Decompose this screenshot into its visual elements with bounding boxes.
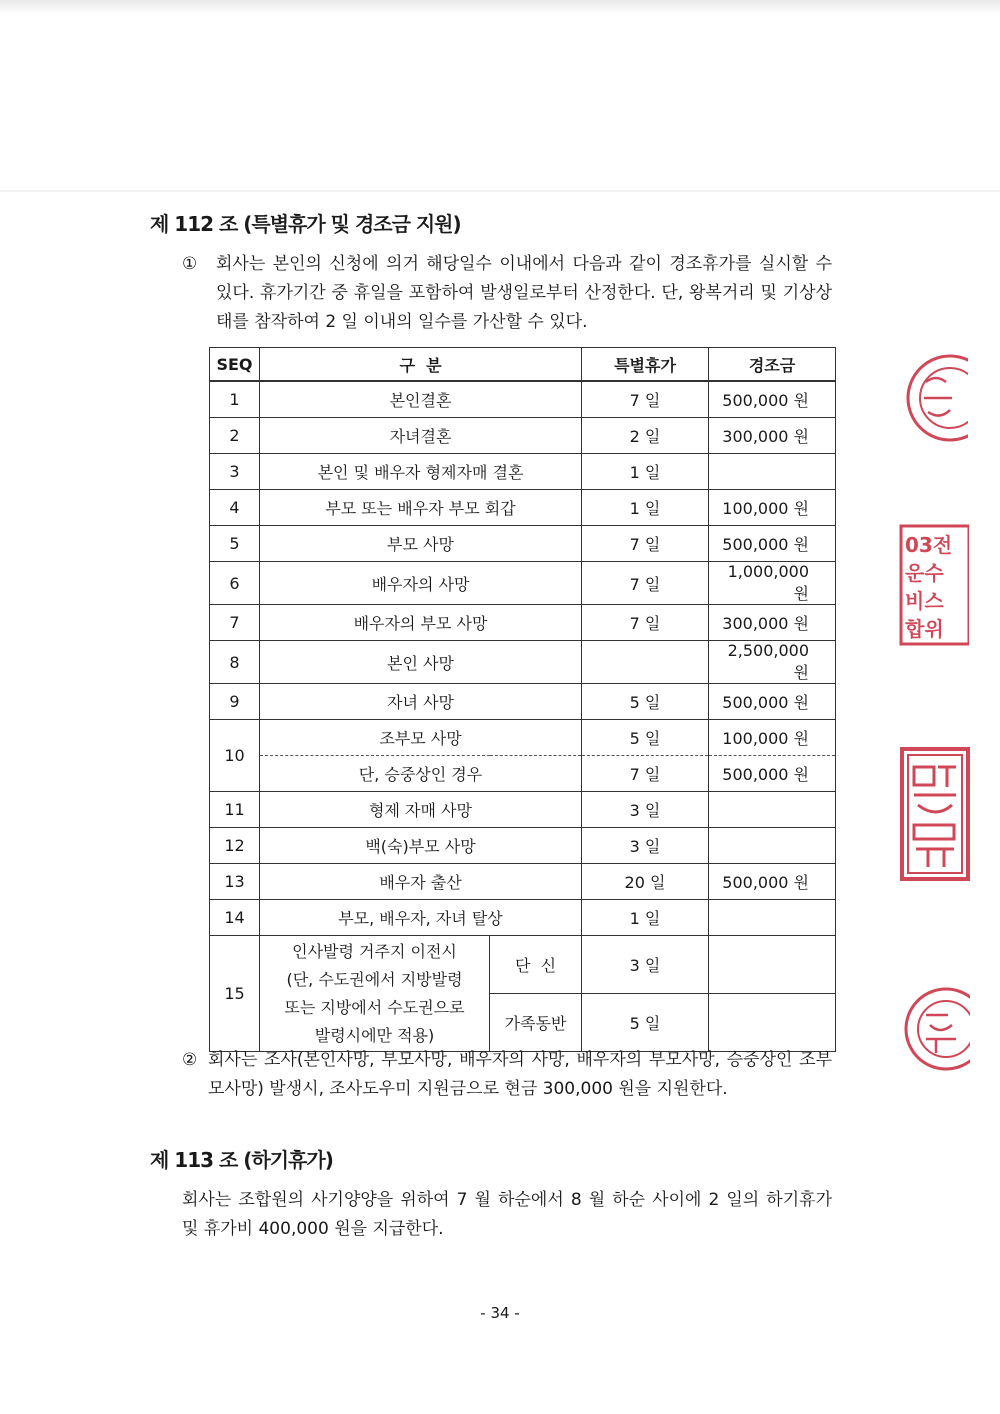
row-category: 형제 자매 사망	[260, 792, 582, 828]
table-row	[210, 562, 836, 605]
row-seq: 12	[210, 828, 260, 864]
row-category: 본인결혼	[260, 381, 582, 418]
table-header-row	[210, 348, 836, 382]
scan-artifact-line	[0, 190, 1000, 192]
leave-table	[209, 347, 836, 1052]
row-days: 1 일	[582, 454, 709, 490]
row-seq: 8	[210, 641, 260, 684]
row-days: 7 일	[582, 526, 709, 562]
row-amount: 100,000 원	[709, 720, 836, 756]
table-row	[210, 418, 836, 454]
article-113-text: 회사는 조합원의 사기양양을 위하여 7 월 하순에서 8 월 하순 사이에 2 일의 하기휴가 및 휴가비 400,000 원을 지급한다.	[182, 1190, 832, 1239]
row-category: 자녀결혼	[260, 418, 582, 454]
row-amount: 300,000 원	[709, 418, 836, 454]
seal-stamp-1	[900, 352, 968, 444]
row-sub-amount: 500,000 원	[709, 756, 836, 792]
row-amount	[709, 828, 836, 864]
header-days: 특별휴가	[582, 348, 709, 382]
table-row	[210, 720, 836, 756]
scan-edge	[0, 0, 1000, 14]
row-seq: 13	[210, 864, 260, 900]
row-seq: 9	[210, 684, 260, 720]
row-seq: 2	[210, 418, 260, 454]
row-amount: 500,000 원	[709, 526, 836, 562]
row-category: 백(숙)부모 사망	[260, 828, 582, 864]
table-row	[210, 864, 836, 900]
seal-stamp-2	[897, 522, 969, 650]
table-row	[210, 756, 836, 792]
table-row	[210, 641, 836, 684]
row-days	[582, 641, 709, 684]
row-seq: 5	[210, 526, 260, 562]
row-amount: 500,000 원	[709, 684, 836, 720]
header-category: 구 분	[260, 348, 582, 382]
clause-2-number: ②	[182, 1050, 198, 1070]
seal-stamp-4	[900, 985, 970, 1073]
table-row	[210, 792, 836, 828]
row-seq: 6	[210, 562, 260, 605]
row-days: 20 일	[582, 864, 709, 900]
seal-stamp-3	[898, 745, 970, 885]
table-row	[210, 605, 836, 641]
category-line: 또는 지방에서 수도권으로	[284, 997, 465, 1017]
row-seq: 14	[210, 900, 260, 936]
clause-1	[182, 250, 832, 337]
row-seq: 3	[210, 454, 260, 490]
table-row	[210, 900, 836, 936]
row-amount: 500,000 원	[709, 864, 836, 900]
row-days: 5 일	[582, 684, 709, 720]
svg-text:비스: 비스	[905, 589, 944, 613]
row-amount: 1,000,000 원	[709, 562, 836, 605]
clause-1-text: 회사는 본인의 신청에 의거 해당일수 이내에서 다음과 같이 경조휴가를 실시할 수 있다. 휴가기간 중 휴일을 포함하여 발생일로부터 산정한다. 단, 왕복거리 및 기상상태를 참작하여 2 일 이내의 일수를 가산할 수 있다.	[216, 254, 832, 332]
row-days: 7 일	[582, 605, 709, 641]
table-row	[210, 490, 836, 526]
header-amount: 경조금	[709, 348, 836, 382]
table-row	[210, 454, 836, 490]
row-days: 7 일	[582, 562, 709, 605]
article-112-title: 제 112 조 (특별휴가 및 경조금 지원)	[150, 212, 461, 236]
row-amount: 300,000 원	[709, 605, 836, 641]
row-days: 7 일	[582, 381, 709, 418]
table-row	[210, 526, 836, 562]
category-line: (단, 수도권에서 지방발령	[286, 969, 463, 989]
row-sub-label: 단 신	[490, 936, 582, 994]
row-sub-amount	[709, 994, 836, 1052]
article-113-title: 제 113 조 (하기휴가)	[150, 1148, 333, 1172]
row-days: 3 일	[582, 792, 709, 828]
row-seq: 1	[210, 381, 260, 418]
row-days: 3 일	[582, 828, 709, 864]
row-seq: 4	[210, 490, 260, 526]
header-seq: SEQ	[210, 348, 260, 382]
row-sub-category: 단, 승중상인 경우	[260, 756, 582, 792]
clause-2	[182, 1046, 832, 1104]
row-amount	[709, 900, 836, 936]
clause-1-number: ①	[182, 254, 198, 274]
table-row	[210, 684, 836, 720]
row-category: 조부모 사망	[260, 720, 582, 756]
row-amount: 2,500,000 원	[709, 641, 836, 684]
table-row	[210, 381, 836, 418]
row-amount	[709, 454, 836, 490]
row-category: 본인 및 배우자 형제자매 결혼	[260, 454, 582, 490]
row-category: 부모 사망	[260, 526, 582, 562]
row-category: 배우자의 사망	[260, 562, 582, 605]
row-days: 1 일	[582, 490, 709, 526]
category-line: 인사발령 거주지 이전시	[292, 941, 457, 961]
row-days: 5 일	[582, 720, 709, 756]
row-sub-amount	[709, 936, 836, 994]
row-seq: 7	[210, 605, 260, 641]
row-amount: 100,000 원	[709, 490, 836, 526]
svg-text:03전: 03전	[905, 533, 953, 557]
table-row	[210, 828, 836, 864]
row-category-multiline	[260, 936, 490, 1052]
row-category: 배우자 출산	[260, 864, 582, 900]
row-sub-days: 5 일	[582, 994, 709, 1052]
row-sub-days: 7 일	[582, 756, 709, 792]
row-amount: 500,000 원	[709, 381, 836, 418]
category-line: 발령시에만 적용)	[314, 1025, 435, 1045]
row-seq: 10	[210, 720, 260, 792]
row-category: 배우자의 부모 사망	[260, 605, 582, 641]
row-category: 자녀 사망	[260, 684, 582, 720]
svg-text:합위: 합위	[905, 617, 944, 641]
row-category: 부모 또는 배우자 부모 회갑	[260, 490, 582, 526]
row-category: 부모, 배우자, 자녀 탈상	[260, 900, 582, 936]
row-seq: 11	[210, 792, 260, 828]
row-days: 2 일	[582, 418, 709, 454]
table-row	[210, 936, 836, 994]
page-number: - 34 -	[480, 1304, 520, 1322]
row-seq: 15	[210, 936, 260, 1052]
row-days: 1 일	[582, 900, 709, 936]
row-sub-days: 3 일	[582, 936, 709, 994]
row-amount	[709, 792, 836, 828]
svg-text:운수: 운수	[905, 561, 944, 585]
clause-2-text: 회사는 조사(본인사망, 부모사망, 배우자의 사망, 배우자의 부모사망, 승중상인 조부모사망) 발생시, 조사도우미 지원금으로 현금 300,000 원을 지원한다.	[208, 1050, 832, 1099]
row-category: 본인 사망	[260, 641, 582, 684]
row-sub-label: 가족동반	[490, 994, 582, 1052]
